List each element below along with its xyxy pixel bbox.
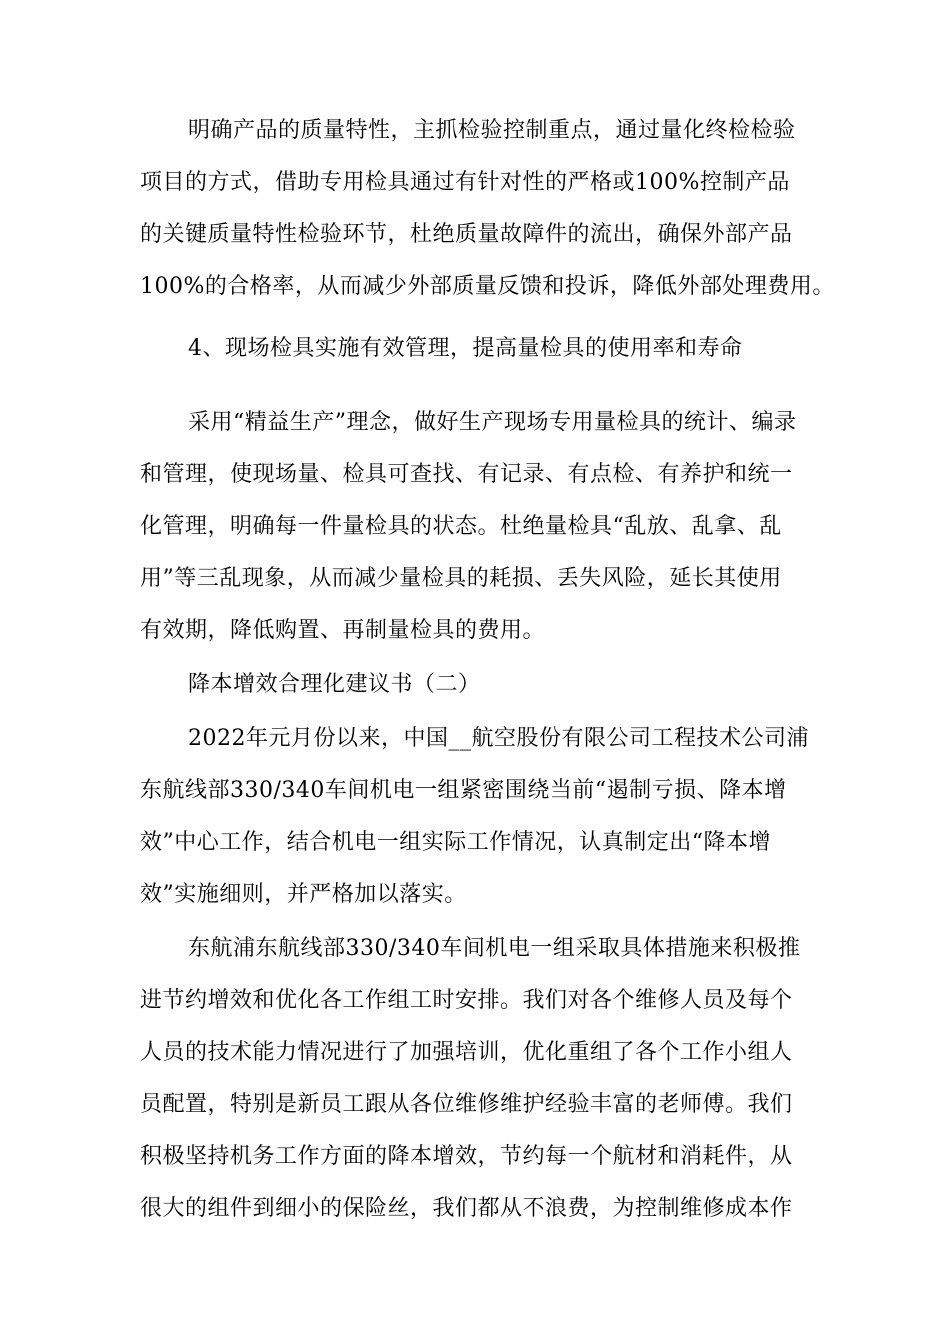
paragraph-3-line-3: 化管理，明确每一件量检具的状态。杜绝量检具“乱放、乱拿、乱	[140, 514, 782, 539]
paragraph-1-line-4: 100%的合格率，从而减少外部质量反馈和投诉，降低外部处理费用。	[140, 274, 835, 299]
section-heading-4: 4、现场检具实施有效管理，提高量检具的使用率和寿命	[188, 336, 743, 361]
paragraph-6-line-6: 很大的组件到细小的保险丝，我们都从不浪费，为控制维修成本作	[140, 1196, 793, 1221]
paragraph-1-line-2: 项目的方式，借助专用检具通过有针对性的严格或100%控制产品	[140, 170, 790, 195]
paragraph-3-line-1: 采用“精益生产”理念，做好生产现场专用量检具的统计、编录	[188, 410, 797, 435]
paragraph-1-line-3: 的关键质量特性检验环节，杜绝质量故障件的流出，确保外部产品	[140, 222, 793, 247]
document-title: 降本增效合理化建议书（二）	[188, 672, 481, 697]
paragraph-5-line-4: 效”实施细则，并严格加以落实。	[140, 882, 467, 907]
paragraph-5-line-3: 效”中心工作，结合机电一组实际工作情况，认真制定出“降本增	[140, 830, 771, 855]
paragraph-5-line-1: 2022年元月份以来，中国__航空股份有限公司工程技术公司浦	[188, 726, 809, 751]
paragraph-6-line-2: 进节约增效和优化各工作组工时安排。我们对各个维修人员及每个	[140, 988, 793, 1013]
paragraph-6-line-4: 员配置，特别是新员工跟从各位维修维护经验丰富的老师傅。我们	[140, 1092, 793, 1117]
paragraph-3-line-2: 和管理，使现场量、检具可查找、有记录、有点检、有养护和统一	[140, 462, 793, 487]
paragraph-3-line-5: 有效期，降低购置、再制量检具的费用。	[140, 618, 546, 643]
paragraph-5-line-2: 东航线部330/340车间机电一组紧密围绕当前“遏制亏损、降本增	[140, 778, 787, 803]
paragraph-1-line-1: 明确产品的质量特性，主抓检验控制重点，通过量化终检检验	[188, 118, 796, 143]
paragraph-6-line-1: 东航浦东航线部330/340车间机电一组采取具体措施来积极推	[188, 936, 801, 961]
paragraph-3-line-4: 用”等三乱现象，从而减少量检具的耗损、丢失风险，延长其使用	[140, 566, 782, 591]
paragraph-6-line-3: 人员的技术能力情况进行了加强培训，优化重组了各个工作小组人	[140, 1040, 793, 1065]
paragraph-6-line-5: 积极坚持机务工作方面的降本增效，节约每一个航材和消耗件，从	[140, 1144, 793, 1169]
